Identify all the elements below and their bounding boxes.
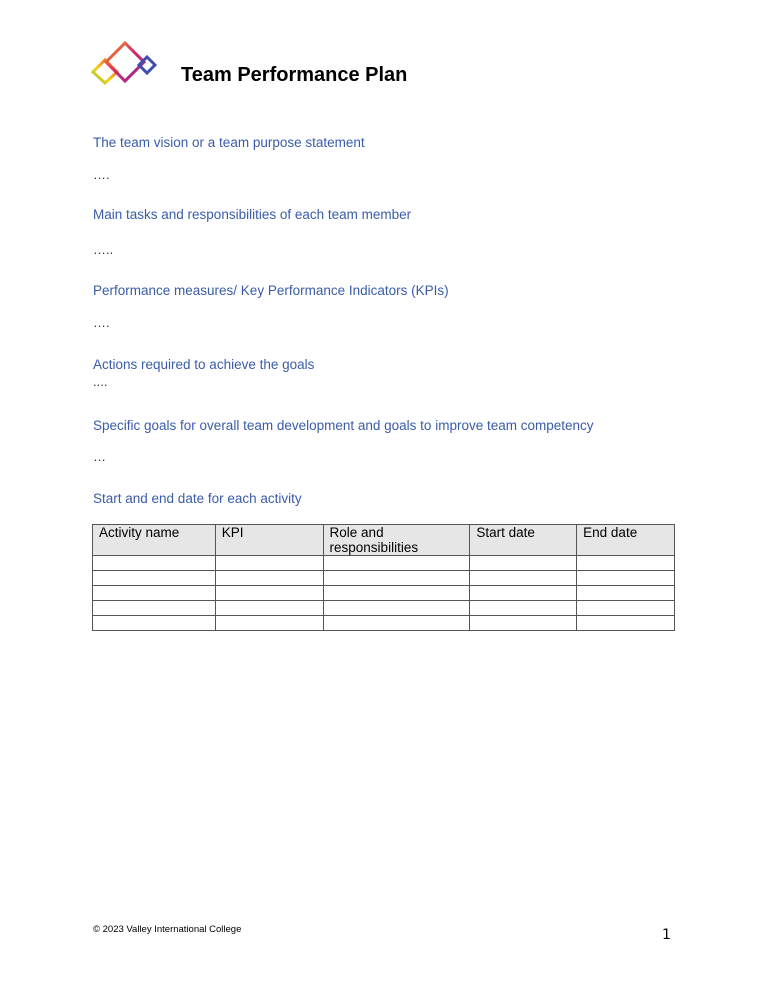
page-title: Team Performance Plan <box>181 64 408 86</box>
footer-copyright: © 2023 Valley International College <box>93 924 242 935</box>
table-cell[interactable] <box>470 616 577 631</box>
table-cell[interactable] <box>577 571 675 586</box>
section-heading-vision: The team vision or a team purpose statement <box>93 135 365 150</box>
table-cell[interactable] <box>215 616 323 631</box>
table-cell[interactable] <box>93 601 216 616</box>
page-number: 1 <box>662 927 671 943</box>
table-cell[interactable] <box>323 586 470 601</box>
table-row <box>93 556 675 571</box>
table-cell[interactable] <box>577 601 675 616</box>
table-cell[interactable] <box>470 586 577 601</box>
table-cell[interactable] <box>577 616 675 631</box>
table-cell[interactable] <box>470 556 577 571</box>
table-cell[interactable] <box>215 571 323 586</box>
section-content-kpis: …. <box>93 315 110 330</box>
section-heading-kpis: Performance measures/ Key Performance Indicators (KPIs) <box>93 283 449 298</box>
table-cell[interactable] <box>93 586 216 601</box>
table-cell[interactable] <box>323 601 470 616</box>
column-header-activity: Activity name <box>93 525 216 556</box>
table-cell[interactable] <box>470 601 577 616</box>
section-heading-dates: Start and end date for each activity <box>93 491 302 506</box>
table-row <box>93 601 675 616</box>
column-header-role: Role and responsibilities <box>323 525 470 556</box>
section-content-tasks: ….. <box>93 242 114 257</box>
table-cell[interactable] <box>93 571 216 586</box>
section-heading-actions: Actions required to achieve the goals <box>93 357 315 372</box>
section-heading-tasks: Main tasks and responsibilities of each team member <box>93 207 412 222</box>
table-row <box>93 571 675 586</box>
table-header-row <box>93 525 675 556</box>
table-row <box>93 616 675 631</box>
activity-table <box>92 524 675 631</box>
column-header-start-date: Start date <box>470 525 577 556</box>
table-cell[interactable] <box>323 571 470 586</box>
table-row <box>93 586 675 601</box>
table-cell[interactable] <box>93 556 216 571</box>
table-cell[interactable] <box>577 556 675 571</box>
column-header-kpi: KPI <box>215 525 323 556</box>
section-heading-goals: Specific goals for overall team development and goals to improve team competency <box>93 418 594 433</box>
table-cell[interactable] <box>215 601 323 616</box>
section-content-actions: .... <box>93 374 108 389</box>
section-content-vision: …. <box>93 167 110 182</box>
section-content-goals: … <box>93 449 106 464</box>
table-cell[interactable] <box>93 616 216 631</box>
table-cell[interactable] <box>323 616 470 631</box>
table-cell[interactable] <box>470 571 577 586</box>
overlapping-diamonds-logo-icon <box>90 40 160 85</box>
table-cell[interactable] <box>215 586 323 601</box>
column-header-end-date: End date <box>577 525 675 556</box>
table-cell[interactable] <box>215 556 323 571</box>
table-cell[interactable] <box>323 556 470 571</box>
table-cell[interactable] <box>577 586 675 601</box>
